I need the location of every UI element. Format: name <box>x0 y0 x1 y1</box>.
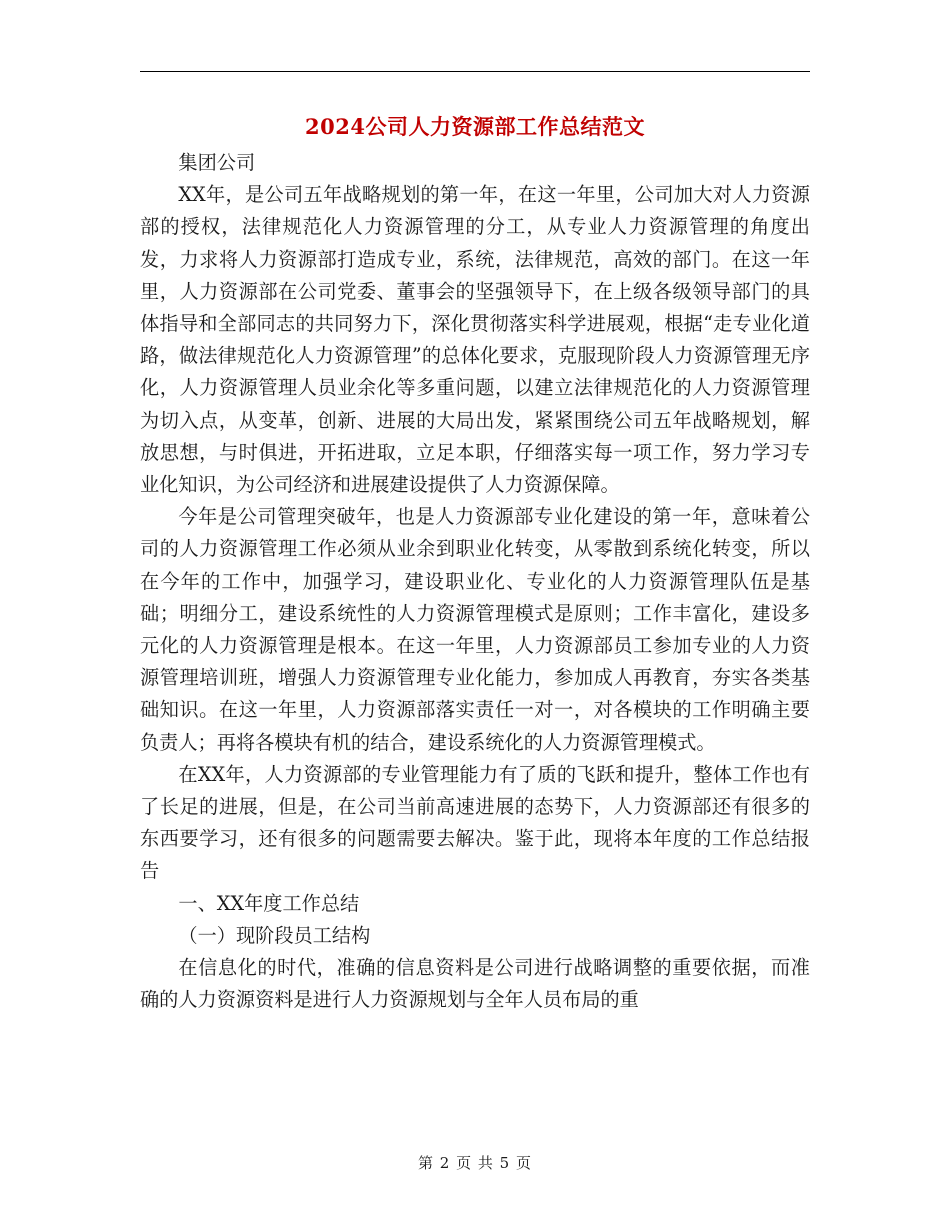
document-body <box>140 147 810 1016</box>
document-title: 2024公司人力资源部工作总结范文 <box>305 114 645 139</box>
body-paragraph: 今年是公司管理突破年，也是人力资源部专业化建设的第一年，意味着公司的人力资源管理工作必须从业余到职业化转变，从零散到系统化转变，所以在今年的工作中，加强学习，建设职业化、专业化的人力资源管理队伍是基础；明细分工，建设系统性的人力资源管理模式是原则；工作丰富化，建设多元化的人力资源管理是根本。在这一年里，人力资源部员工参加专业的人力资源管理培训班，增强人力资源管理专业化能力，参加成人再教育，夯实各类基础知识。在这一年里，人力资源部落实责任一对一，对各模块的工作明确主要负责人；再将各模块有机的结合，建设系统化的人力资源管理模式。 <box>140 505 810 754</box>
section-heading: 一、XX年度工作总结 <box>178 891 360 915</box>
body-paragraph: XX年，是公司五年战略规划的第一年，在这一年里，公司加大对人力资源部的授权，法律规范化人力资源管理的分工，从专业人力资源管理的角度出发，力求将人力资源部打造成专业，系统，法律规范，高效的部门。在这一年里，人力资源部在公司党委、董事会的坚强领导下，在上级各级领导部门的具体指导和全部同志的共同努力下，深化贯彻落实科学进展观，根据“走专业化道路，做法律规范化人力资源管理”的总体化要求，克服现阶段人力资源管理无序化，人力资源管理人员业余化等多重问题，以建立法律规范化的人力资源管理为切入点，从变革，创新、进展的大局出发，紧紧围绕公司五年战略规划，解放思想，与时俱进，开拓进取，立足本职，仔细落实每一项工作，努力学习专业化知识，为公司经济和进展建设提供了人力资源保障。 <box>140 183 810 497</box>
body-paragraph: 在XX年，人力资源部的专业管理能力有了质的飞跃和提升，整体工作也有了长足的进展，但是，在公司当前高速进展的态势下，人力资源部还有很多的东西要学习，还有很多的问题需要去解决。鉴于此，现将本年度的工作总结报告 <box>140 762 810 883</box>
body-paragraph: 在信息化的时代，准确的信息资料是公司进行战略调整的重要依据，而准确的人力资源资料是进行人力资源规划与全年人员布局的重 <box>140 956 810 1012</box>
subsection-heading: （一）现阶段员工结构 <box>178 923 371 947</box>
page-number: 第 2 页 共 5 页 <box>418 1154 532 1172</box>
salutation-paragraph: 集团公司 <box>178 151 256 174</box>
header-rule <box>140 71 810 72</box>
